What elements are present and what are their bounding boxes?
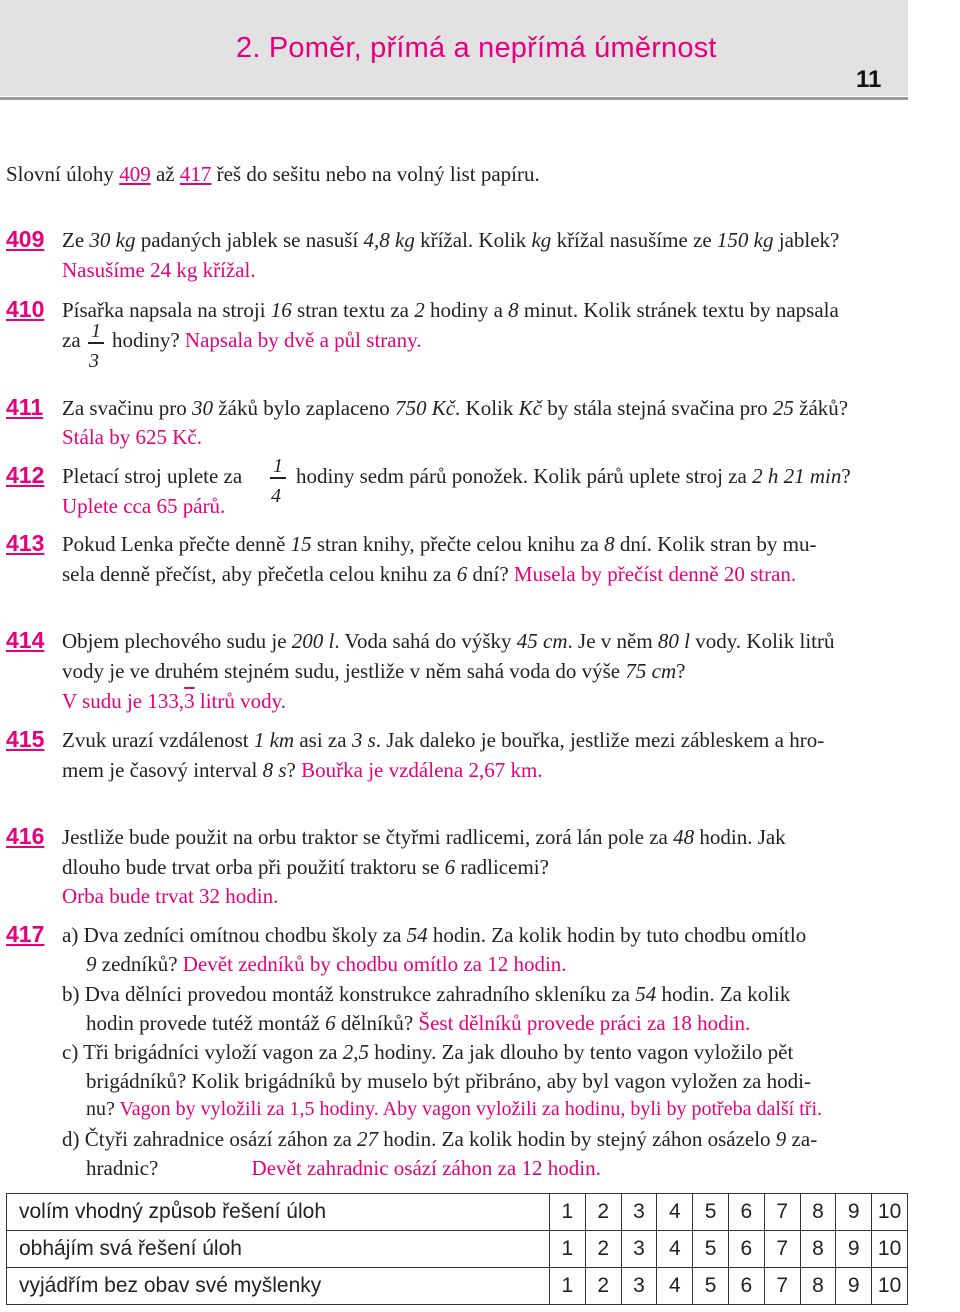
t: hodin. Jak [694,825,786,849]
t: kg [531,228,552,252]
chapter-title: 2. Poměr, přímá a nepřímá úměrnost [236,32,717,64]
t: křížal. Kolik [414,228,532,252]
t: žáků? [793,396,849,420]
t: hradnic? [86,1156,164,1180]
chapter-header [0,0,908,96]
problem-413-answer: Musela by přečíst denně 20 stran. [513,562,797,586]
problem-415-number: 415 [6,726,45,752]
t: křížal nasušíme ze [551,228,717,252]
problem-416-answer: Orba bude trvat 32 hodin. [62,884,279,908]
score-cell[interactable]: 5 [693,1231,729,1268]
problem-417a-text [62,923,806,948]
t: by stála stejná svačina pro [541,396,773,420]
t: 2 h 21 min [752,464,842,488]
self-evaluation-label: vyjádřím bez obav své myšlenky [7,1268,550,1305]
t: hodiny sedm párů ponožek. Kolik párů uplete stroj za [296,464,753,488]
problem-414-text [62,629,834,654]
problem-410-line2 [62,328,81,353]
problem-412-number: 412 [6,462,45,488]
problem-417c-line3 [86,1098,822,1121]
ref-409-link[interactable]: 409 [119,162,151,186]
score-cell[interactable]: 9 [836,1231,872,1268]
score-cell[interactable]: 8 [800,1231,836,1268]
score-cell[interactable]: 4 [657,1194,693,1231]
problem-416-line2 [62,855,549,880]
problem-417b-text [62,982,790,1007]
fraction-bar [88,342,104,344]
score-cell[interactable]: 6 [728,1268,764,1305]
t: 48 [673,825,695,849]
t: 2 [414,298,425,322]
problem-417b-answer: Šest dělníků provede práci za 18 hodin. [418,1011,751,1035]
t: vody je ve druhém stejném sudu, jestliže v něm sahá voda do výše [62,659,626,683]
t: Objem plechového sudu je [62,629,292,653]
self-evaluation-row [7,1231,908,1268]
problem-417d-line2 [86,1156,601,1181]
problem-415-line2 [62,758,543,783]
problem-416-number: 416 [6,823,45,849]
t: zedníků? [96,952,183,976]
t: . Je v něm [567,629,658,653]
t: hodiny. Za jak dlouho by tento vagon vyložilo pět [368,1040,794,1064]
t: sela denně přečíst, aby přečetla celou knihu za [62,562,457,586]
t: padaných jablek se nasuší [135,228,364,252]
problem-411-answer: Stála by 625 Kč. [62,425,202,449]
t: 1 km [253,728,295,752]
problem-414-line2 [62,659,685,684]
t: dělníků? [335,1011,419,1035]
t: stran knihy, přečte celou knihu za [311,532,605,556]
score-cell[interactable]: 9 [836,1268,872,1305]
score-cell[interactable]: 6 [728,1194,764,1231]
t: nu? [86,1098,120,1120]
t: Pletací stroj uplete za [62,464,243,488]
t: ? [676,659,686,683]
self-evaluation-label: volím vhodný způsob řešení úloh [7,1194,550,1231]
fraction-denominator: 4 [271,485,281,507]
intro-before: Slovní úlohy [6,162,120,186]
score-cell[interactable]: 8 [800,1268,836,1305]
ref-417-link[interactable]: 417 [179,162,212,186]
t: litrů vody. [194,689,287,713]
repeating-decimal: 3 [184,689,195,713]
score-cell[interactable]: 3 [621,1268,657,1305]
t: 54 [406,923,428,947]
score-cell[interactable]: 10 [872,1194,908,1231]
t: hodin provede tutéž montáž [86,1011,326,1035]
self-evaluation-label: obhájím svá řešení úloh [7,1231,550,1268]
self-evaluation-table [6,1193,908,1305]
t: hodin. Za kolik [656,982,791,1006]
t: dní? [467,562,514,586]
t: 45 cm [516,629,568,653]
t: 75 cm [625,659,677,683]
score-cell[interactable]: 4 [657,1268,693,1305]
t: 750 Kč [394,396,456,420]
t: Kč [518,396,542,420]
intro-text [6,162,540,187]
score-cell[interactable]: 1 [550,1231,586,1268]
problem-409-number: 409 [6,226,45,252]
problem-414-number: 414 [6,627,45,653]
t: 27 [357,1127,379,1151]
score-cell[interactable]: 3 [621,1194,657,1231]
score-cell[interactable]: 7 [764,1194,800,1231]
problem-417d-answer: Devět zahradnic osází záhon za 12 hodin. [251,1156,601,1180]
score-cell[interactable]: 8 [800,1194,836,1231]
problem-417a-answer: Devět zedníků by chodbu omítlo za 12 hodin. [182,952,567,976]
score-cell[interactable]: 1 [550,1194,586,1231]
header-rule [0,97,908,100]
self-evaluation-row [7,1194,908,1231]
score-cell[interactable]: 5 [693,1194,729,1231]
problem-414-answer [62,689,286,714]
problem-413-number: 413 [6,530,45,556]
problem-417c-answer: Vagon by vyložili za 1,5 hodiny. Aby vagon vyložili za hodinu, byli by potřeba další tři. [119,1098,822,1120]
t: 30 [192,396,214,420]
problem-417a-line2 [86,952,567,977]
t: za [62,328,81,352]
t: 4,8 kg [363,228,415,252]
score-cell[interactable]: 10 [872,1268,908,1305]
intro-after: řeš do sešitu nebo na volný list papíru. [211,162,540,186]
score-cell[interactable]: 10 [872,1231,908,1268]
problem-411-number: 411 [6,394,44,420]
t: V sudu je 133, [62,689,185,713]
t: Písařka napsala na stroji [62,298,271,322]
t: . Voda sahá do výšky [334,629,517,653]
t: vody. Kolik litrů [690,629,835,653]
t: a) Dva zedníci omítnou chodbu školy za [62,923,407,947]
problem-413-line2 [62,562,796,587]
t: 8 s [262,758,287,782]
score-cell[interactable]: 6 [728,1231,764,1268]
score-cell[interactable]: 2 [585,1194,621,1231]
score-cell[interactable]: 7 [764,1268,800,1305]
t: hodiny a [424,298,509,322]
t: Zvuk urazí vzdálenost [62,728,254,752]
t: . Jak daleko je bouřka, jestliže mezi zábleskem a hro- [375,728,825,752]
t: 16 [270,298,292,322]
t: 6 [456,562,468,586]
score-cell[interactable]: 9 [836,1194,872,1231]
t: 15 [290,532,312,556]
t: 80 l [657,629,691,653]
t: 6 [444,855,456,879]
t: Pokud Lenka přečte denně [62,532,291,556]
t: jablek? [773,228,840,252]
t: b) Dva dělníci provedou montáž konstrukce zahradního skleníku za [62,982,636,1006]
t: asi za [294,728,352,752]
t: ? [841,464,851,488]
t: 150 kg [716,228,774,252]
t: dní. Kolik stran by mu- [614,532,817,556]
problem-415-answer: Bouřka je vzdálena 2,67 km. [301,758,543,782]
problem-412-answer: Uplete cca 65 párů. [62,494,226,518]
t: 30 kg [89,228,136,252]
problem-409-answer: Nasušíme 24 kg křížal. [62,258,256,282]
problem-413-text [62,532,816,557]
score-cell[interactable]: 3 [621,1231,657,1268]
t: za- [786,1127,818,1151]
t: 8 [604,532,615,556]
t: žáků bylo zaplaceno [213,396,395,420]
problem-415-text [62,728,824,753]
t: 9 [775,1127,787,1151]
intro-middle: až [150,162,180,186]
page-number: 11 [856,66,882,93]
fraction-denominator: 3 [89,350,99,372]
t: 2,5 [342,1040,369,1064]
score-cell[interactable]: 2 [585,1268,621,1305]
problem-417-number: 417 [6,921,45,947]
t: 25 [772,396,794,420]
t: minut. Kolik stránek textu by napsala [518,298,839,322]
fraction-numerator: 1 [91,320,101,342]
t: c) Tři brigádníci vyloží vagon za [62,1040,343,1064]
t: 200 l [291,629,335,653]
t: dlouho bude trvat orba při použití traktoru se [62,855,445,879]
t: 8 [508,298,519,322]
t: 3 s [351,728,376,752]
problem-416-text [62,825,786,850]
t: hodin. Za kolik hodin by stejný záhon osázelo [378,1127,776,1151]
t: Za svačinu pro [62,396,193,420]
problem-410-text [62,298,839,323]
t: . Kolik [455,396,519,420]
t: radlicemi? [455,855,549,879]
t: d) Čtyři zahradnice osází záhon za [62,1127,358,1151]
t: 6 [325,1011,336,1035]
t: stran textu za [291,298,415,322]
score-cell[interactable]: 7 [764,1231,800,1268]
self-evaluation-row [7,1268,908,1305]
problem-411-text [62,396,848,421]
t: hodiny? [112,328,180,352]
problem-412-text-b [296,464,851,489]
fraction-numerator: 1 [273,455,283,477]
t: ? [286,758,302,782]
t: Ze [62,228,90,252]
t: hodin. Za kolik hodin by tuto chodbu omítlo [427,923,807,947]
score-cell[interactable]: 5 [693,1268,729,1305]
problem-417b-line2 [86,1011,750,1036]
problem-409-text [62,228,839,253]
problem-410-number: 410 [6,296,45,322]
t: 54 [635,982,657,1006]
problem-417d-text [62,1127,817,1152]
fraction-bar [270,477,286,479]
score-cell[interactable]: 1 [550,1268,586,1305]
problem-410-answer: Napsala by dvě a půl strany. [184,328,422,352]
problem-417c-text [62,1040,793,1065]
score-cell[interactable]: 2 [585,1231,621,1268]
t: Jestliže bude použit na orbu traktor se čtyřmi radlicemi, zorá lán pole za [62,825,674,849]
score-cell[interactable]: 4 [657,1231,693,1268]
t: 9 [86,952,97,976]
problem-412-text-a [62,464,242,489]
t: mem je časový interval [62,758,263,782]
problem-410-line2b [112,328,421,353]
problem-417c-line2: brigádníků? Kolik brigádníků by muselo být přibráno, aby byl vagon vyložen za hodi- [86,1069,811,1093]
